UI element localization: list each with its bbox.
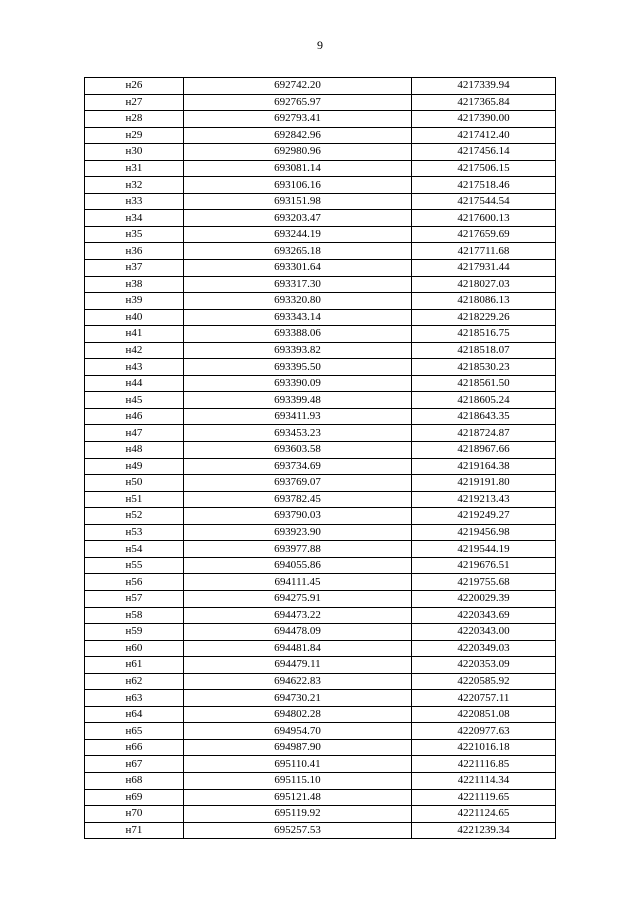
y-coordinate-cell: 4220585.92 [412, 673, 556, 690]
point-id-cell: н41 [85, 326, 184, 343]
y-coordinate-cell: 4221114.34 [412, 772, 556, 789]
point-id-cell: н28 [85, 111, 184, 128]
point-id-cell: н62 [85, 673, 184, 690]
y-coordinate-cell: 4217456.14 [412, 144, 556, 161]
y-coordinate-cell: 4219191.80 [412, 475, 556, 492]
point-id-cell: н40 [85, 309, 184, 326]
point-id-cell: н30 [85, 144, 184, 161]
y-coordinate-cell: 4218530.23 [412, 359, 556, 376]
table-row [85, 425, 556, 442]
x-coordinate-cell: 694622.83 [184, 673, 412, 690]
table-row [85, 342, 556, 359]
y-coordinate-cell: 4217544.54 [412, 193, 556, 210]
y-coordinate-cell: 4220343.69 [412, 607, 556, 624]
point-id-cell: н52 [85, 508, 184, 525]
y-coordinate-cell: 4217390.00 [412, 111, 556, 128]
table-row [85, 442, 556, 459]
y-coordinate-cell: 4218643.35 [412, 408, 556, 425]
point-id-cell: н43 [85, 359, 184, 376]
y-coordinate-cell: 4219544.19 [412, 541, 556, 558]
table-row [85, 177, 556, 194]
table-row [85, 375, 556, 392]
point-id-cell: н68 [85, 772, 184, 789]
point-id-cell: н71 [85, 822, 184, 839]
table-row [85, 78, 556, 95]
x-coordinate-cell: 694479.11 [184, 657, 412, 674]
table-row [85, 226, 556, 243]
x-coordinate-cell: 695257.53 [184, 822, 412, 839]
table-row [85, 806, 556, 823]
point-id-cell: н34 [85, 210, 184, 227]
page-number: 9 [317, 38, 323, 52]
table-row [85, 756, 556, 773]
x-coordinate-cell: 693388.06 [184, 326, 412, 343]
table-row [85, 508, 556, 525]
point-id-cell: н26 [85, 78, 184, 95]
point-id-cell: н64 [85, 706, 184, 723]
table-row [85, 475, 556, 492]
table-row [85, 772, 556, 789]
y-coordinate-cell: 4220029.39 [412, 590, 556, 607]
x-coordinate-cell: 693343.14 [184, 309, 412, 326]
y-coordinate-cell: 4217600.13 [412, 210, 556, 227]
x-coordinate-cell: 692742.20 [184, 78, 412, 95]
x-coordinate-cell: 693393.82 [184, 342, 412, 359]
table-row [85, 243, 556, 260]
x-coordinate-cell: 693769.07 [184, 475, 412, 492]
x-coordinate-cell: 693923.90 [184, 524, 412, 541]
table-row [85, 127, 556, 144]
x-coordinate-cell: 692765.97 [184, 94, 412, 111]
point-id-cell: н53 [85, 524, 184, 541]
y-coordinate-cell: 4218967.66 [412, 442, 556, 459]
y-coordinate-cell: 4217412.40 [412, 127, 556, 144]
table-row [85, 293, 556, 310]
x-coordinate-cell: 694275.91 [184, 590, 412, 607]
coordinates-table-body [85, 78, 556, 839]
table-row [85, 260, 556, 277]
x-coordinate-cell: 693317.30 [184, 276, 412, 293]
y-coordinate-cell: 4218229.26 [412, 309, 556, 326]
y-coordinate-cell: 4218086.13 [412, 293, 556, 310]
y-coordinate-cell: 4220353.09 [412, 657, 556, 674]
table-row [85, 822, 556, 839]
x-coordinate-cell: 694481.84 [184, 640, 412, 657]
point-id-cell: н58 [85, 607, 184, 624]
point-id-cell: н35 [85, 226, 184, 243]
table-row [85, 557, 556, 574]
y-coordinate-cell: 4221239.34 [412, 822, 556, 839]
point-id-cell: н32 [85, 177, 184, 194]
point-id-cell: н69 [85, 789, 184, 806]
table-row [85, 491, 556, 508]
point-id-cell: н59 [85, 624, 184, 641]
x-coordinate-cell: 693244.19 [184, 226, 412, 243]
table-row [85, 673, 556, 690]
table-row [85, 541, 556, 558]
point-id-cell: н66 [85, 739, 184, 756]
y-coordinate-cell: 4218027.03 [412, 276, 556, 293]
table-row [85, 160, 556, 177]
x-coordinate-cell: 692842.96 [184, 127, 412, 144]
x-coordinate-cell: 693977.88 [184, 541, 412, 558]
y-coordinate-cell: 4217506.15 [412, 160, 556, 177]
point-id-cell: н39 [85, 293, 184, 310]
x-coordinate-cell: 693106.16 [184, 177, 412, 194]
x-coordinate-cell: 695121.48 [184, 789, 412, 806]
x-coordinate-cell: 694987.90 [184, 739, 412, 756]
point-id-cell: н47 [85, 425, 184, 442]
point-id-cell: н49 [85, 458, 184, 475]
coordinates-table [84, 77, 556, 839]
x-coordinate-cell: 693453.23 [184, 425, 412, 442]
x-coordinate-cell: 694473.22 [184, 607, 412, 624]
table-row [85, 739, 556, 756]
y-coordinate-cell: 4218518.07 [412, 342, 556, 359]
table-row [85, 458, 556, 475]
x-coordinate-cell: 694730.21 [184, 690, 412, 707]
y-coordinate-cell: 4219213.43 [412, 491, 556, 508]
point-id-cell: н50 [85, 475, 184, 492]
point-id-cell: н61 [85, 657, 184, 674]
y-coordinate-cell: 4221116.85 [412, 756, 556, 773]
x-coordinate-cell: 694478.09 [184, 624, 412, 641]
x-coordinate-cell: 692793.41 [184, 111, 412, 128]
table-row [85, 210, 556, 227]
x-coordinate-cell: 693395.50 [184, 359, 412, 376]
x-coordinate-cell: 693734.69 [184, 458, 412, 475]
table-row [85, 276, 556, 293]
x-coordinate-cell: 693782.45 [184, 491, 412, 508]
point-id-cell: н46 [85, 408, 184, 425]
table-row [85, 94, 556, 111]
x-coordinate-cell: 693390.09 [184, 375, 412, 392]
y-coordinate-cell: 4218724.87 [412, 425, 556, 442]
y-coordinate-cell: 4221016.18 [412, 739, 556, 756]
y-coordinate-cell: 4220349.03 [412, 640, 556, 657]
point-id-cell: н56 [85, 574, 184, 591]
y-coordinate-cell: 4219164.38 [412, 458, 556, 475]
table-row [85, 574, 556, 591]
table-row [85, 524, 556, 541]
y-coordinate-cell: 4217711.68 [412, 243, 556, 260]
table-row [85, 657, 556, 674]
x-coordinate-cell: 694954.70 [184, 723, 412, 740]
point-id-cell: н57 [85, 590, 184, 607]
x-coordinate-cell: 693081.14 [184, 160, 412, 177]
table-row [85, 789, 556, 806]
point-id-cell: н67 [85, 756, 184, 773]
x-coordinate-cell: 693399.48 [184, 392, 412, 409]
point-id-cell: н70 [85, 806, 184, 823]
point-id-cell: н60 [85, 640, 184, 657]
table-row [85, 392, 556, 409]
table-row [85, 193, 556, 210]
x-coordinate-cell: 695115.10 [184, 772, 412, 789]
point-id-cell: н44 [85, 375, 184, 392]
y-coordinate-cell: 4220977.63 [412, 723, 556, 740]
x-coordinate-cell: 693203.47 [184, 210, 412, 227]
y-coordinate-cell: 4220343.00 [412, 624, 556, 641]
point-id-cell: н33 [85, 193, 184, 210]
table-row [85, 640, 556, 657]
y-coordinate-cell: 4221124.65 [412, 806, 556, 823]
point-id-cell: н27 [85, 94, 184, 111]
table-row [85, 408, 556, 425]
x-coordinate-cell: 695119.92 [184, 806, 412, 823]
x-coordinate-cell: 694802.28 [184, 706, 412, 723]
y-coordinate-cell: 4219755.68 [412, 574, 556, 591]
point-id-cell: н54 [85, 541, 184, 558]
y-coordinate-cell: 4219676.51 [412, 557, 556, 574]
x-coordinate-cell: 695110.41 [184, 756, 412, 773]
y-coordinate-cell: 4217365.84 [412, 94, 556, 111]
table-row [85, 624, 556, 641]
point-id-cell: н31 [85, 160, 184, 177]
point-id-cell: н29 [85, 127, 184, 144]
x-coordinate-cell: 693320.80 [184, 293, 412, 310]
point-id-cell: н45 [85, 392, 184, 409]
point-id-cell: н37 [85, 260, 184, 277]
point-id-cell: н63 [85, 690, 184, 707]
x-coordinate-cell: 692980.96 [184, 144, 412, 161]
table-row [85, 111, 556, 128]
x-coordinate-cell: 693265.18 [184, 243, 412, 260]
y-coordinate-cell: 4220851.08 [412, 706, 556, 723]
x-coordinate-cell: 693790.03 [184, 508, 412, 525]
table-row [85, 309, 556, 326]
x-coordinate-cell: 693151.98 [184, 193, 412, 210]
x-coordinate-cell: 694055.86 [184, 557, 412, 574]
point-id-cell: н38 [85, 276, 184, 293]
point-id-cell: н42 [85, 342, 184, 359]
x-coordinate-cell: 693411.93 [184, 408, 412, 425]
point-id-cell: н36 [85, 243, 184, 260]
y-coordinate-cell: 4217518.46 [412, 177, 556, 194]
y-coordinate-cell: 4219249.27 [412, 508, 556, 525]
table-row [85, 706, 556, 723]
table-row [85, 326, 556, 343]
y-coordinate-cell: 4219456.98 [412, 524, 556, 541]
table-row [85, 144, 556, 161]
y-coordinate-cell: 4217659.69 [412, 226, 556, 243]
point-id-cell: н51 [85, 491, 184, 508]
y-coordinate-cell: 4218516.75 [412, 326, 556, 343]
point-id-cell: н55 [85, 557, 184, 574]
table-row [85, 590, 556, 607]
x-coordinate-cell: 693603.58 [184, 442, 412, 459]
x-coordinate-cell: 694111.45 [184, 574, 412, 591]
y-coordinate-cell: 4220757.11 [412, 690, 556, 707]
table-row [85, 723, 556, 740]
table-row [85, 690, 556, 707]
y-coordinate-cell: 4221119.65 [412, 789, 556, 806]
y-coordinate-cell: 4217339.94 [412, 78, 556, 95]
x-coordinate-cell: 693301.64 [184, 260, 412, 277]
table-row [85, 607, 556, 624]
point-id-cell: н65 [85, 723, 184, 740]
point-id-cell: н48 [85, 442, 184, 459]
y-coordinate-cell: 4217931.44 [412, 260, 556, 277]
table-row [85, 359, 556, 376]
y-coordinate-cell: 4218561.50 [412, 375, 556, 392]
y-coordinate-cell: 4218605.24 [412, 392, 556, 409]
